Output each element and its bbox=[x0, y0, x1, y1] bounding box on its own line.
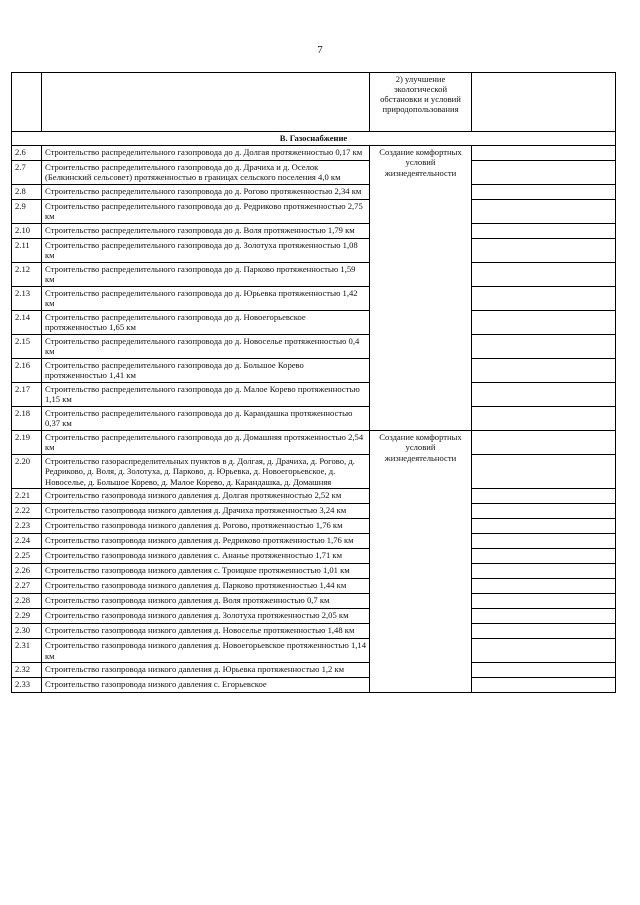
goal-cell: Создание комфортных условий жизнедеятельности bbox=[370, 145, 472, 430]
row-number: 2.14 bbox=[12, 310, 42, 334]
row-number: 2.6 bbox=[12, 145, 42, 160]
row-description: Строительство распределительного газопровода до д. Малое Корево протяженностью 1,15 км bbox=[42, 382, 370, 406]
cell-empty bbox=[472, 358, 616, 382]
table-row bbox=[12, 334, 616, 358]
row-number: 2.19 bbox=[12, 430, 42, 454]
row-number: 2.26 bbox=[12, 564, 42, 579]
cell-empty bbox=[472, 73, 616, 132]
table-row bbox=[12, 564, 616, 579]
row-number: 2.23 bbox=[12, 519, 42, 534]
cell-empty bbox=[472, 624, 616, 639]
table-row bbox=[12, 73, 616, 132]
cell-empty bbox=[472, 145, 616, 160]
row-description: Строительство распределительного газопровода до д. Большое Корево протяженностью 1,41 км bbox=[42, 358, 370, 382]
row-number: 2.27 bbox=[12, 579, 42, 594]
row-number: 2.18 bbox=[12, 406, 42, 430]
table-row bbox=[12, 406, 616, 430]
table-row bbox=[12, 624, 616, 639]
row-number: 2.21 bbox=[12, 489, 42, 504]
row-number: 2.9 bbox=[12, 199, 42, 223]
row-number: 2.29 bbox=[12, 609, 42, 624]
row-description: Строительство распределительного газопровода до д. Долгая протяженностью 0,17 км bbox=[42, 145, 370, 160]
table-body bbox=[12, 73, 616, 693]
table-row bbox=[12, 238, 616, 262]
cell-empty bbox=[472, 238, 616, 262]
row-description: Строительство распределительного газопровода до д. Новоселье протяженностью 0,4 км bbox=[42, 334, 370, 358]
table-row bbox=[12, 286, 616, 310]
cell-empty bbox=[12, 73, 42, 132]
cell-empty bbox=[472, 534, 616, 549]
row-number: 2.28 bbox=[12, 594, 42, 609]
row-number: 2.20 bbox=[12, 454, 42, 489]
cell-empty bbox=[472, 199, 616, 223]
table-row bbox=[12, 223, 616, 238]
table-row bbox=[12, 579, 616, 594]
table-row bbox=[12, 663, 616, 678]
cell-empty bbox=[472, 430, 616, 454]
row-description: Строительство газопровода низкого давления д. Парково протяженностью 1,44 км bbox=[42, 579, 370, 594]
table-row bbox=[12, 639, 616, 663]
goal-cell: 2) улучшение экологической обстановки и условий природопользования bbox=[370, 73, 472, 132]
row-number: 2.16 bbox=[12, 358, 42, 382]
row-number: 2.12 bbox=[12, 262, 42, 286]
row-description: Строительство газопровода низкого давления с. Троицкое протяженностью 1,01 км bbox=[42, 564, 370, 579]
measures-table bbox=[11, 72, 616, 693]
row-description: Строительство распределительного газопровода до д. Парково протяженностью 1,59 км bbox=[42, 262, 370, 286]
cell-empty bbox=[472, 454, 616, 489]
row-number: 2.13 bbox=[12, 286, 42, 310]
page-number: 7 bbox=[317, 44, 323, 56]
cell-empty bbox=[472, 406, 616, 430]
row-description: Строительство распределительного газопровода до д. Карандашка протяженностью 0,37 км bbox=[42, 406, 370, 430]
cell-empty bbox=[472, 504, 616, 519]
cell-empty bbox=[472, 489, 616, 504]
row-description: Строительство газопровода низкого давления д. Юрьевка протяженностью 1,2 км bbox=[42, 663, 370, 678]
cell-empty bbox=[472, 334, 616, 358]
row-description: Строительство газопровода низкого давления д. Редриково протяженностью 1,76 км bbox=[42, 534, 370, 549]
cell-empty bbox=[42, 73, 370, 132]
table-row bbox=[12, 310, 616, 334]
row-description: Строительство распределительного газопровода до д. Рогово протяженностью 2,34 км bbox=[42, 184, 370, 199]
cell-empty bbox=[472, 184, 616, 199]
row-number: 2.10 bbox=[12, 223, 42, 238]
row-description: Строительство газопровода низкого давления д. Новоегорьевское протяженностью 1,14 км bbox=[42, 639, 370, 663]
table-row bbox=[12, 678, 616, 693]
cell-empty bbox=[472, 609, 616, 624]
table-row bbox=[12, 160, 616, 184]
table-row bbox=[12, 358, 616, 382]
row-description: Строительство газопровода низкого давления д. Новоселье протяженностью 1,48 км bbox=[42, 624, 370, 639]
row-description: Строительство распределительного газопровода до д. Воля протяженностью 1,79 км bbox=[42, 223, 370, 238]
table-row bbox=[12, 549, 616, 564]
row-number: 2.33 bbox=[12, 678, 42, 693]
row-number: 2.15 bbox=[12, 334, 42, 358]
row-description: Строительство газопровода низкого давления с. Егорьевское bbox=[42, 678, 370, 693]
row-number: 2.32 bbox=[12, 663, 42, 678]
cell-empty bbox=[472, 382, 616, 406]
row-description: Строительство распределительного газопровода до д. Юрьевка протяженностью 1,42 км bbox=[42, 286, 370, 310]
table-row bbox=[12, 145, 616, 160]
table-row bbox=[12, 382, 616, 406]
row-description: Строительство распределительного газопровода до д. Редриково протяженностью 2,75 км bbox=[42, 199, 370, 223]
cell-empty bbox=[472, 564, 616, 579]
table-row bbox=[12, 430, 616, 454]
cell-empty bbox=[472, 262, 616, 286]
cell-empty bbox=[472, 160, 616, 184]
row-number: 2.25 bbox=[12, 549, 42, 564]
row-number: 2.11 bbox=[12, 238, 42, 262]
cell-empty bbox=[472, 519, 616, 534]
table-row bbox=[12, 534, 616, 549]
table-row bbox=[12, 609, 616, 624]
row-description: Строительство распределительного газопровода до д. Домашняя протяженностью 2,54 км bbox=[42, 430, 370, 454]
cell-empty bbox=[472, 286, 616, 310]
row-description: Строительство газопровода низкого давления д. Драчиха протяженностью 3,24 км bbox=[42, 504, 370, 519]
row-number: 2.17 bbox=[12, 382, 42, 406]
row-description: Строительство распределительного газопровода до д. Новоегорьевское протяженностью 1,65 км bbox=[42, 310, 370, 334]
row-number: 2.31 bbox=[12, 639, 42, 663]
table-row bbox=[12, 199, 616, 223]
goal-cell: Создание комфортных условий жизнедеятельности bbox=[370, 430, 472, 693]
row-number: 2.30 bbox=[12, 624, 42, 639]
table-row bbox=[12, 504, 616, 519]
row-number: 2.8 bbox=[12, 184, 42, 199]
row-description: Строительство газопровода низкого давления д. Воля протяженностью 0,7 км bbox=[42, 594, 370, 609]
cell-empty bbox=[472, 549, 616, 564]
row-number: 2.7 bbox=[12, 160, 42, 184]
cell-empty bbox=[472, 639, 616, 663]
table-row bbox=[12, 262, 616, 286]
table-row bbox=[12, 519, 616, 534]
section-header-row bbox=[12, 132, 616, 146]
table-row bbox=[12, 594, 616, 609]
table-row bbox=[12, 454, 616, 489]
row-number: 2.22 bbox=[12, 504, 42, 519]
row-description: Строительство газопровода низкого давления д. Золотуха протяженностью 2,05 км bbox=[42, 609, 370, 624]
section-header: В. Газоснабжение bbox=[12, 132, 616, 146]
table-row bbox=[12, 184, 616, 199]
row-description: Строительство газопровода низкого давления с. Ананье протяженностью 1,71 км bbox=[42, 549, 370, 564]
cell-empty bbox=[472, 678, 616, 693]
row-description: Строительство газопровода низкого давления д. Долгая протяженностью 2,52 км bbox=[42, 489, 370, 504]
cell-empty bbox=[472, 594, 616, 609]
cell-empty bbox=[472, 579, 616, 594]
table-row bbox=[12, 489, 616, 504]
row-description: Строительство распределительного газопровода до д. Драчиха и д. Оселок (Белкинский сельсовет) протяженностью в границах сельского поселения 4,0 км bbox=[42, 160, 370, 184]
row-description: Строительство распределительного газопровода до д. Золотуха протяженностью 1,08 км bbox=[42, 238, 370, 262]
row-description: Строительство газораспределительных пунктов в д. Долгая, д. Драчиха, д. Рогово, д. Редриково, д. Воля, д. Золотуха, д. Парково, д. Юрьевка, д. Новоегорьевское, д. Новоселье, д. Большое Корево, д. Малое Корево, д. Карандашка, д. Домашняя bbox=[42, 454, 370, 489]
row-number: 2.24 bbox=[12, 534, 42, 549]
cell-empty bbox=[472, 663, 616, 678]
cell-empty bbox=[472, 223, 616, 238]
row-description: Строительство газопровода низкого давления д. Рогово, протяженностью 1,76 км bbox=[42, 519, 370, 534]
cell-empty bbox=[472, 310, 616, 334]
